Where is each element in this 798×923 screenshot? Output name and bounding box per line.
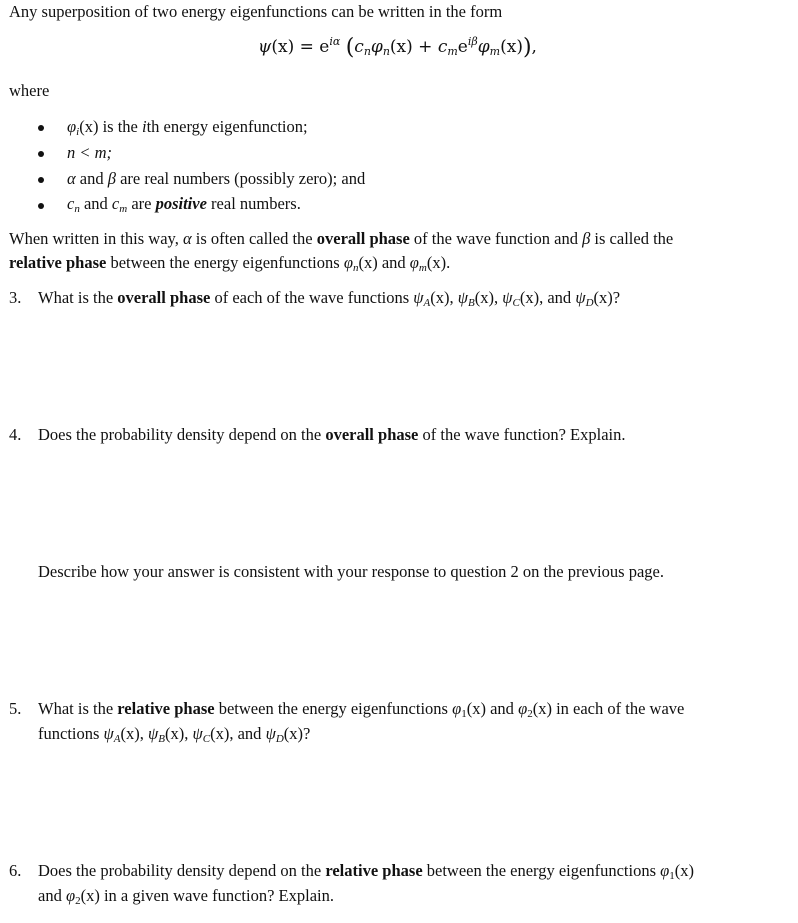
bullet-1: $\varphi_i(x)$ is the ith energy eigenfunction; xyxy=(67,117,308,138)
bullet-2: n < m; xyxy=(67,143,113,162)
superposition-equation: $\psi(x) = e^{i\alpha}$ $(c_n\varphi_n(x) + c_me^{i\beta}\varphi_m(x))$, xyxy=(258,35,537,60)
question-5-line2: functions $\psi_A(x)$, $\psi_B(x)$, $\psi_C(x)$, and $\psi_D(x)$? xyxy=(38,724,311,745)
bullet-3: α and β are real numbers (possibly zero); and xyxy=(67,169,366,188)
question-6-line1: Does the probability density depend on the relative phase between the energy eigenfunctions $\varphi_1(x)$ xyxy=(38,861,695,882)
phase-definition-line1: When written in this way, α is often called the overall phase of the wave function and β is called the xyxy=(9,229,674,248)
bullet-dot xyxy=(38,151,44,157)
where-label: where xyxy=(9,81,50,100)
phase-definition-line2: relative phase between the energy eigenfunctions $\varphi_n(x)$ and $\varphi_m(x)$. xyxy=(9,253,451,274)
question-5-line1: What is the relative phase between the energy eigenfunctions $\varphi_1(x)$ and $\varphi_2(x)$ in each of the wave xyxy=(38,699,685,720)
bullet-4: $c_n$ and $c_m$ are positive real numbers. xyxy=(67,194,301,215)
question-4-followup: Describe how your answer is consistent with your response to question 2 on the previous page. xyxy=(38,562,664,581)
bullet-dot xyxy=(38,177,44,183)
bullet-dot xyxy=(38,203,44,209)
question-5-number: 5. xyxy=(9,699,22,718)
question-3: What is the overall phase of each of the wave functions $\psi_A(x)$, $\psi_B(x)$, $\psi_C(x)$, and $\psi_D(x)$? xyxy=(38,288,621,309)
question-4: Does the probability density depend on the overall phase of the wave function? Explain. xyxy=(38,425,626,444)
question-3-number: 3. xyxy=(9,288,22,307)
question-4-number: 4. xyxy=(9,425,22,444)
question-6-line2: and $\varphi_2(x)$ in a given wave function? Explain. xyxy=(38,886,334,907)
bullet-dot xyxy=(38,125,44,131)
question-6-number: 6. xyxy=(9,861,22,880)
intro-text: Any superposition of two energy eigenfunctions can be written in the form xyxy=(9,2,503,21)
